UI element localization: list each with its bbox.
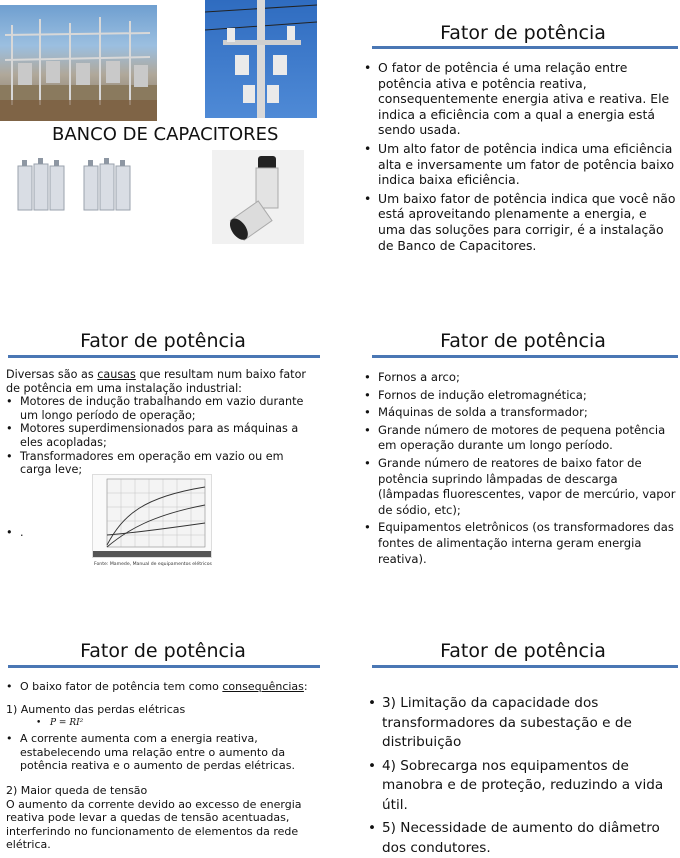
pole-illustration: [205, 0, 317, 118]
slide3-title: Fator de potência: [440, 330, 606, 352]
slide2-bullet: • Transformadores em operação em vazio ou em carga leve;: [6, 450, 318, 477]
motor-performance-chart-image: [92, 474, 212, 558]
slide4-bullet: • A corrente aumenta com a energia reativa, estabelecendo uma relação entre o aumento da potência reativa e o aumento de perdas elétricas.: [6, 732, 320, 772]
slide3-bullet: • Máquinas de solda a transformador;: [364, 405, 680, 421]
slide5-bullet: • 4) Sobrecarga nos equipamentos de manobra e de proteção, reduzindo a vida útil.: [368, 757, 678, 816]
figure-source-caption: Fonte: Mamede, Manual de equipamentos elétricos: [94, 562, 212, 567]
cylindrical-capacitor-photo: [212, 150, 304, 244]
slide2-trailing-bullet: • .: [6, 526, 24, 539]
slide3-bullet: • Equipamentos eletrônicos (os transformadores das fontes de alimentação interna geram energia reativa).: [364, 520, 680, 567]
slide5-bullet: • 5) Necessidade de aumento do diâmetro dos condutores.: [368, 819, 678, 858]
slide5-title: Fator de potência: [440, 640, 606, 662]
slide3-bullet-list: [364, 370, 680, 567]
slide4-title: Fator de potência: [80, 640, 246, 662]
slide2-bullet: • Motores superdimensionados para as máquinas a eles acopladas;: [6, 422, 318, 449]
slide3-bullet: • Fornos de indução eletromagnética;: [364, 388, 680, 404]
slide3-title-rule: [372, 355, 678, 358]
causas-underlined: causas: [97, 368, 136, 381]
substation-illustration: [0, 5, 157, 121]
pole-capacitor-photo: [205, 0, 317, 118]
slide4-heading-voltage-drop: 2) Maior queda de tensão: [6, 784, 148, 798]
slide2-bullet-list: [6, 395, 318, 477]
slide5-title-rule: [372, 665, 678, 668]
slide4-paragraph: O aumento da corrente devido ao excesso de energia reativa pode levar a quedas de tensão acentuadas, interferindo no funcionamento de elementos da rede elétrica.: [6, 797, 302, 852]
slide4-title-rule: [8, 665, 320, 668]
slide5-bullet-list: [368, 694, 678, 858]
banco-de-capacitores-caption: BANCO DE CAPACITORES: [52, 124, 279, 145]
slide1-bullet: • Um alto fator de potência indica uma eficiência alta e inversamente um fator de potência baixo indica baixa eficiência.: [364, 141, 678, 188]
slide4-formula-list: [6, 717, 320, 730]
slide4-lead-text: O baixo fator de potência tem como: [20, 680, 223, 693]
slide2-bullet: • Motores de indução trabalhando em vazio durante um longo período de operação;: [6, 395, 318, 422]
slide1-bullet-list: [364, 60, 678, 253]
slide1-bullet: • O fator de potência é uma relação entre potência ativa e potência reativa, consequentemente energia ativa e reativa. Ele indica a eficiência com a qual a energia está sendo usada.: [364, 60, 678, 138]
slide4-content: [6, 680, 320, 851]
slide3-bullet: • Grande número de motores de pequena potência em operação durante um longo período.: [364, 423, 680, 454]
motor-curve-graph: [93, 475, 211, 557]
slide2-title-rule: [8, 355, 320, 358]
slide3-bullet: • Grande número de reatores de baixo fator de potência suprindo lâmpadas de descarga (lâmpadas fluorescentes, vapor de mercúrio, vapor de sódio, etc);: [364, 456, 680, 518]
consequencias-underlined: consequências: [222, 680, 304, 693]
slide3-bullet: • Fornos a arco;: [364, 370, 680, 386]
cylindrical-capacitor-illustration: [212, 150, 304, 244]
slide4-heading-losses: 1) Aumento das perdas elétricas: [6, 703, 186, 717]
slide2-intro-text-end: que resultam num baixo fator de potência em uma instalação industrial:: [6, 368, 307, 395]
slide4-lead-bullet: [6, 680, 320, 693]
slide5-bullet: • 3) Limitação da capacidade dos transformadores da subestação e de distribuição: [368, 694, 678, 753]
slide4-lead-colon: :: [303, 680, 308, 693]
power-loss-formula: • P = RI²: [6, 717, 320, 730]
slide2-intro-text: Diversas são as: [6, 368, 98, 381]
slide2-content: [6, 368, 318, 477]
slide4-lead-list: [6, 680, 320, 693]
slide4-bullet-list: [6, 732, 320, 772]
substation-photo: [0, 5, 157, 121]
slide2-title: Fator de potência: [80, 330, 246, 352]
slide1-title-rule: [372, 46, 678, 49]
slide2-trailing-list: [6, 526, 24, 539]
capacitor-units-illustration: [12, 152, 142, 218]
slide1-title: Fator de potência: [440, 22, 606, 44]
capacitor-units-photo: [12, 152, 142, 218]
slide1-bullet: • Um baixo fator de potência indica que você não está aproveitando plenamente a energia, e uma das soluções para corrigir, é a instalação de Banco de Capacitores.: [364, 191, 678, 253]
slide2-intro: [6, 368, 318, 395]
